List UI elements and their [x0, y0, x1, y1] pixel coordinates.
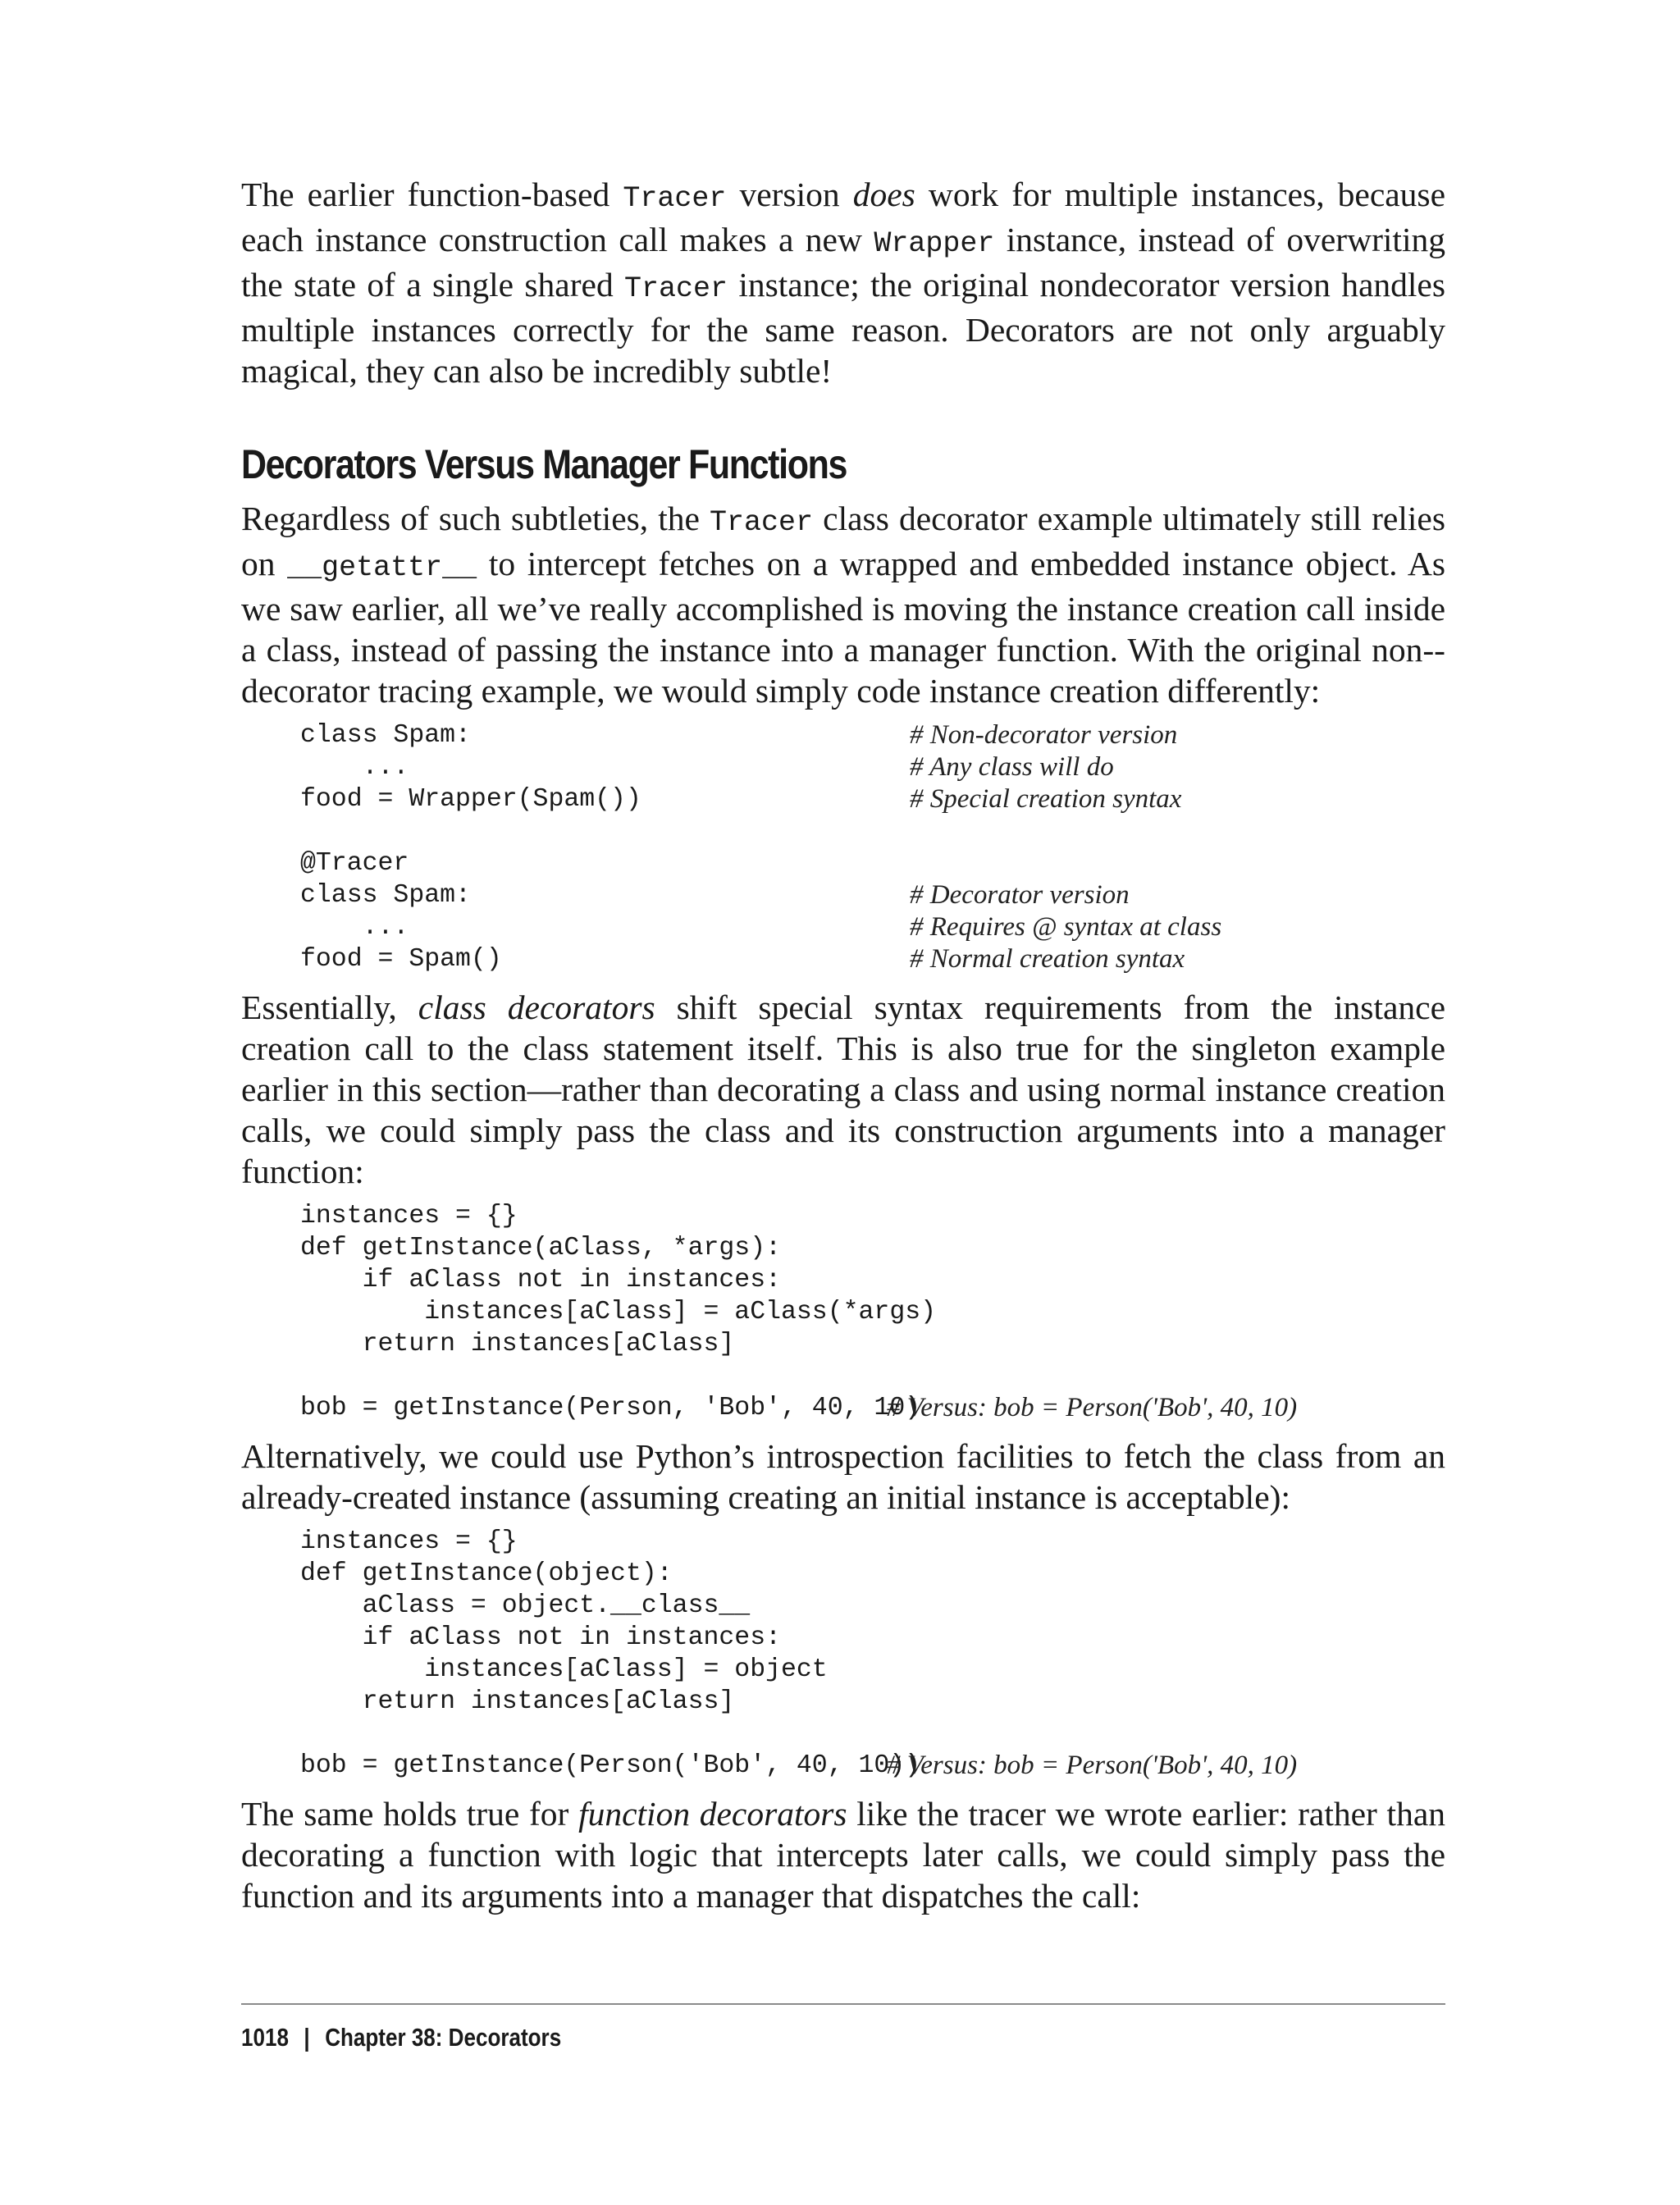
code-comment: # Non-decorator version	[910, 720, 1178, 750]
code-text: instances = {}	[300, 1527, 518, 1556]
code-text: return instances[aClass]	[300, 1687, 735, 1716]
inline-code: Tracer	[624, 272, 728, 305]
code-text: if aClass not in instances:	[300, 1623, 781, 1652]
code-text	[300, 1718, 887, 1750]
code-text: instances = {}	[300, 1202, 518, 1230]
code-text: class Spam:	[300, 721, 471, 750]
code-text: aClass = object.__class__	[300, 1591, 751, 1620]
code-line	[300, 879, 1445, 911]
code-block-getinstance-object	[300, 1526, 1445, 1782]
page-number: 1018	[241, 2023, 289, 2052]
code-line	[300, 1264, 1445, 1296]
emphasis: does	[852, 176, 915, 213]
code-comment: # Special creation syntax	[910, 784, 1182, 814]
inline-code: Tracer	[710, 506, 814, 539]
code-line	[300, 1622, 1445, 1654]
emphasis: class decorators	[418, 988, 655, 1026]
code-comment: # Normal creation syntax	[910, 944, 1185, 974]
code-text: def getInstance(object):	[300, 1559, 673, 1588]
page-content	[241, 174, 1445, 1916]
inline-code: __getattr__	[287, 551, 477, 584]
code-line	[300, 751, 1445, 783]
code-line	[300, 1558, 1445, 1590]
code-line	[300, 783, 1445, 815]
code-line	[300, 1360, 1445, 1392]
code-line	[300, 815, 1445, 847]
code-text	[300, 815, 910, 847]
code-block-tracer	[300, 719, 1445, 975]
code-line	[300, 911, 1445, 943]
code-line	[300, 1328, 1445, 1360]
code-line	[300, 1526, 1445, 1558]
code-text: def getInstance(aClass, *args):	[300, 1234, 781, 1262]
code-line	[300, 1296, 1445, 1328]
code-text: instances[aClass] = object	[300, 1655, 828, 1684]
code-comment: # Decorator version	[910, 880, 1130, 910]
code-line	[300, 1686, 1445, 1718]
code-line	[300, 1718, 1445, 1750]
code-line	[300, 847, 1445, 879]
inline-code: Wrapper	[874, 227, 995, 260]
code-text: @Tracer	[300, 849, 409, 878]
chapter-title: Chapter 38: Decorators	[325, 2023, 562, 2052]
code-comment: # Requires @ syntax at class	[910, 912, 1222, 942]
code-comment: # Versus: bob = Person('Bob', 40, 10)	[887, 1393, 1298, 1422]
code-comment: # Any class will do	[910, 752, 1114, 782]
paragraph-introspection: Alternatively, we could use Python’s introspection facilities to fetch the class from an already-created instance (assuming creating an initial instance is acceptable):	[241, 1437, 1445, 1516]
code-text: if aClass not in instances:	[300, 1266, 781, 1294]
code-comment: # Versus: bob = Person('Bob', 40, 10)	[887, 1751, 1298, 1780]
code-text	[300, 1360, 887, 1392]
paragraph-subtleties: Regardless of such subtleties, the Tracer class decorator example ultimately still relies on __getattr__ to intercept fetches on a wrapped and embedded instance object. As we saw earlier, all we’ve really accomplished is moving the instance creation call inside a class, instead of passing the instance into a manager function. With the original non-decorator tracing example, we would simply code instance creation differently:	[241, 500, 1445, 710]
code-line	[300, 1392, 1445, 1424]
code-line	[300, 943, 1445, 975]
section-heading: Decorators Versus Manager Functions	[241, 441, 847, 487]
code-line	[300, 1232, 1445, 1264]
code-text: return instances[aClass]	[300, 1330, 735, 1358]
code-text: bob = getInstance(Person, 'Bob', 40, 10)	[300, 1394, 921, 1422]
paragraph-class-decorators: Essentially, class decorators shift special syntax requirements from the instance creation call to the class statement itself. This is also true for the singleton example earlier in this section—rather than decorating a class and using normal instance creation calls, we could simply pass the class and its construction arguments into a manager function:	[241, 988, 1445, 1190]
code-text: food = Spam()	[300, 945, 502, 974]
code-text: instances[aClass] = aClass(*args)	[300, 1298, 937, 1326]
emphasis: function decorators	[578, 1795, 847, 1833]
footer-separator: |	[304, 2023, 310, 2052]
page-footer	[241, 2003, 1445, 2052]
paragraph-function-decorators: The same holds true for function decorators like the tracer we wrote earlier: rather than decorating a function with logic that intercepts later calls, we could simply pass the function and its arguments into a manager that dispatches the call:	[241, 1795, 1445, 1915]
code-line	[300, 719, 1445, 751]
inline-code: Tracer	[623, 182, 727, 215]
code-line	[300, 1590, 1445, 1622]
code-text: ...	[300, 753, 409, 782]
code-text: food = Wrapper(Spam())	[300, 785, 641, 814]
code-line	[300, 1654, 1445, 1686]
code-text: ...	[300, 913, 409, 942]
code-text: class Spam:	[300, 881, 471, 910]
code-text: bob = getInstance(Person('Bob', 40, 10))	[300, 1751, 921, 1780]
code-line	[300, 1750, 1445, 1782]
code-block-getinstance-args	[300, 1200, 1445, 1424]
paragraph-intro: The earlier function-based Tracer version does work for multiple instances, because each instance construction call makes a new Wrapper instance, instead of overwriting the state of a single shared Tracer instance; the original nondecorator version handles multiple instances correctly for the same reason. Decorators are not only arguably magical, they can also be incredibly subtle!	[241, 176, 1446, 390]
code-line	[300, 1200, 1445, 1232]
